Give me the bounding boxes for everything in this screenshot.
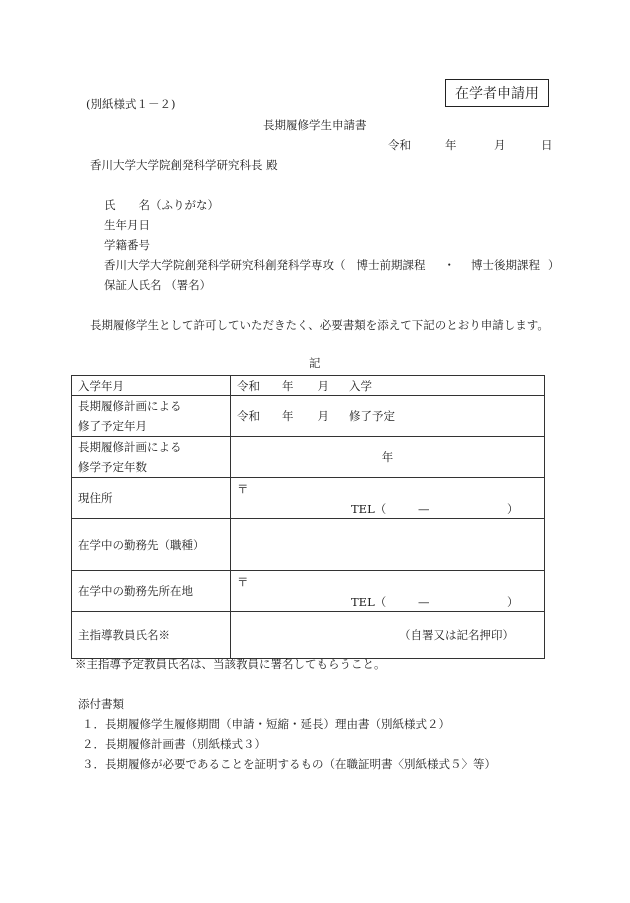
- advisor-name-value[interactable]: （自署又は記名押印）: [231, 612, 545, 659]
- tel-field: TEL（ — ）: [351, 502, 519, 516]
- current-address-label: 現住所: [72, 478, 231, 519]
- program-suffix: ）: [548, 258, 560, 272]
- date-month: 月: [494, 138, 506, 152]
- table-row: [72, 396, 545, 437]
- request-statement: 長期履修学生として許可していただきたく、必要書類を添えて下記のとおり申請します。: [90, 318, 549, 332]
- attachment-item: ２．長期履修計画書（別紙様式３）: [82, 737, 266, 751]
- planned-years-label: 長期履修計画による 修学予定年数: [72, 437, 231, 478]
- guarantor-label: 保証人氏名 （署名）: [104, 278, 212, 292]
- date-year: 年: [445, 138, 457, 152]
- table-row: [72, 571, 545, 612]
- program-separator: ・: [443, 258, 455, 272]
- application-table: [71, 375, 545, 659]
- attachments-heading: 添付書類: [78, 697, 124, 711]
- program-prefix: 香川大学大学院創発科学研究科創発科学専攻（: [104, 258, 346, 272]
- program-doctor-option: 博士後期課程: [471, 258, 540, 272]
- date-day: 日: [541, 138, 553, 152]
- enrollment-date-value[interactable]: 令和 年 月 入学: [231, 376, 545, 396]
- planned-completion-value[interactable]: 令和 年 月 修了予定: [231, 396, 545, 437]
- enrollment-date-label: 入学年月: [72, 376, 231, 396]
- tel-field: TEL（ — ）: [351, 595, 519, 609]
- postal-mark: 〒: [237, 482, 249, 496]
- date-era: 令和: [388, 138, 411, 152]
- table-row: [72, 376, 545, 396]
- document-title: 長期履修学生申請書: [263, 118, 367, 132]
- name-label: 氏 名（ふりがな）: [104, 198, 219, 212]
- advisor-name-label: 主指導教員氏名※: [72, 612, 231, 659]
- workplace-address-label: 在学中の勤務先所在地: [72, 571, 231, 612]
- workplace-label: 在学中の勤務先（職種）: [72, 519, 231, 571]
- workplace-value[interactable]: [231, 519, 545, 571]
- ki-label: 記: [309, 356, 321, 370]
- student-id-label: 学籍番号: [104, 238, 150, 252]
- planned-years-value[interactable]: 年: [231, 437, 545, 478]
- current-address-value[interactable]: [231, 478, 545, 519]
- table-row: [72, 612, 545, 659]
- table-row: [72, 478, 545, 519]
- planned-completion-label: 長期履修計画による 修了予定年月: [72, 396, 231, 437]
- application-type-stamp: 在学者申請用: [445, 79, 549, 107]
- form-number: (別紙様式１－２): [86, 97, 176, 111]
- addressee: 香川大学大学院創発科学研究科長 殿: [90, 158, 278, 172]
- attachment-item: １．長期履修学生履修期間（申請・短縮・延長）理由書（別紙様式２）: [82, 717, 450, 731]
- postal-mark: 〒: [237, 575, 249, 589]
- table-row: [72, 519, 545, 571]
- program-master-option: 博士前期課程: [356, 258, 426, 272]
- attachment-item: ３．長期履修が必要であることを証明するもの（在職証明書〈別紙様式５〉等）: [82, 757, 496, 771]
- table-note: ※主指導予定教員氏名は、当該教員に署名してもらうこと。: [75, 657, 386, 671]
- birthdate-label: 生年月日: [104, 218, 150, 232]
- program-line: [104, 258, 560, 272]
- workplace-address-value[interactable]: [231, 571, 545, 612]
- table-row: [72, 437, 545, 478]
